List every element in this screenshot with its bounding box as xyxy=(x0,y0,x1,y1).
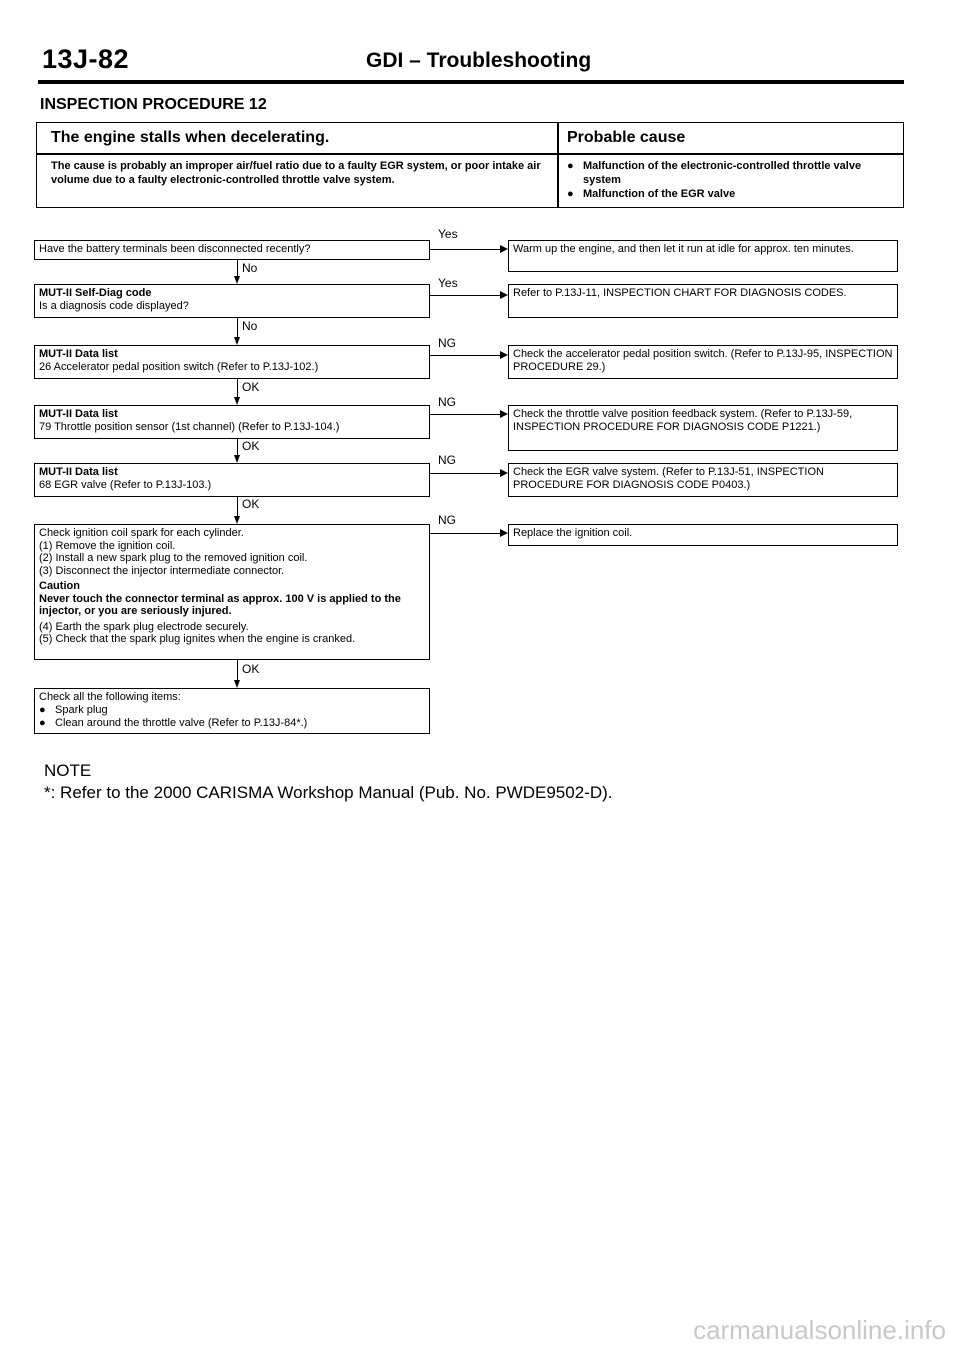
note-text: *: Refer to the 2000 CARISMA Workshop Manual (Pub. No. PWDE9502-D). xyxy=(44,783,613,802)
ok-label: OK xyxy=(242,662,260,676)
connector-step4-ok xyxy=(237,439,238,455)
cause-item: ● Malfunction of the EGR valve xyxy=(567,188,736,200)
page-header-title: GDI – Troubleshooting xyxy=(366,49,592,72)
ng-label: NG xyxy=(438,453,456,467)
arrow-down-icon xyxy=(234,397,240,405)
step1-yes-box: Warm up the engine, and then let it run at idle for approx. ten minutes. xyxy=(508,240,898,272)
bullet-icon: ● xyxy=(567,188,574,200)
step6-box: Check ignition coil spark for each cylinder. (1) Remove the ignition coil. (2) Install a new spark plug to the removed ignition coil. (3) Disconnect the injector intermediate connector. Caution Never touch the connector terminal as approx. 100 V is applied to the injector, or you are seriously injured. (4) Earth the spark plug electrode securely. (5) Check that the spark plug ignites when the engine is cranked. xyxy=(34,524,430,660)
summary-divider-horizontal xyxy=(37,153,903,155)
symptom-description: The cause is probably an improper air/fuel ratio due to a faulty EGR system, or poor intake air volume due to a faulty electronic-controlled throttle valve system. xyxy=(51,160,541,186)
connector-step2-yes xyxy=(430,295,500,296)
step2-box: MUT-II Self-Diag code Is a diagnosis code displayed? xyxy=(34,284,430,318)
step5-ng-box: Check the EGR valve system. (Refer to P.13J-51, INSPECTION PROCEDURE FOR DIAGNOSIS CODE P0403.) xyxy=(508,463,898,497)
header-rule xyxy=(38,80,904,84)
symptom-heading: The engine stalls when decelerating. xyxy=(51,129,330,146)
arrow-down-icon xyxy=(234,516,240,524)
arrow-right-icon xyxy=(500,469,508,477)
connector-step6-ng xyxy=(430,533,500,534)
note-title: NOTE xyxy=(44,761,92,780)
connector-step3-ng xyxy=(430,355,500,356)
cause-heading: Probable cause xyxy=(567,129,686,146)
ok-label: OK xyxy=(242,439,260,453)
step7-item: ● Clean around the throttle valve (Refer to P.13J-84*.) xyxy=(39,717,308,729)
step3-box: MUT-II Data list 26 Accelerator pedal position switch (Refer to P.13J-102.) xyxy=(34,345,430,379)
ok-label: OK xyxy=(242,497,260,511)
step6-ng-box: Replace the ignition coil. xyxy=(508,524,898,546)
arrow-down-icon xyxy=(234,680,240,688)
connector-step3-ok xyxy=(237,379,238,397)
connector-step4-ng xyxy=(430,414,500,415)
step7-box: Check all the following items: ● Spark plug ● Clean around the throttle valve (Refer to P.13J-84*.) xyxy=(34,688,430,734)
arrow-right-icon xyxy=(500,291,508,299)
step3-ng-box: Check the accelerator pedal position switch. (Refer to P.13J-95, INSPECTION PROCEDURE 29.) xyxy=(508,345,898,379)
page-number: 13J-82 xyxy=(42,44,130,74)
cause-list xyxy=(567,159,897,201)
ng-label: NG xyxy=(438,336,456,350)
step4-ng-box: Check the throttle valve position feedback system. (Refer to P.13J-59, INSPECTION PROCEDURE FOR DIAGNOSIS CODE P1221.) xyxy=(508,405,898,451)
connector-step6-ok xyxy=(237,660,238,680)
bullet-icon: ● xyxy=(39,717,46,729)
ng-label: NG xyxy=(438,395,456,409)
step1-box: Have the battery terminals been disconnected recently? xyxy=(34,240,430,260)
connector-step5-ok xyxy=(237,497,238,516)
connector-step2-no xyxy=(237,318,238,337)
procedure-title: INSPECTION PROCEDURE 12 xyxy=(40,96,267,113)
no-label: No xyxy=(242,261,258,275)
arrow-right-icon xyxy=(500,245,508,253)
arrow-down-icon xyxy=(234,276,240,284)
yes-label: Yes xyxy=(438,276,458,290)
arrow-right-icon xyxy=(500,410,508,418)
step4-box: MUT-II Data list 79 Throttle position sensor (1st channel) (Refer to P.13J-104.) xyxy=(34,405,430,439)
arrow-right-icon xyxy=(500,529,508,537)
summary-divider-vertical xyxy=(557,123,559,207)
step2-yes-box: Refer to P.13J-11, INSPECTION CHART FOR DIAGNOSIS CODES. xyxy=(508,284,898,318)
cause-item: ● Malfunction of the electronic-controlled throttle valve system xyxy=(567,160,862,186)
arrow-down-icon xyxy=(234,337,240,345)
step7-item: ● Spark plug xyxy=(39,704,108,716)
connector-step1-yes xyxy=(430,249,500,250)
connector-step1-no xyxy=(237,260,238,276)
ng-label: NG xyxy=(438,513,456,527)
no-label: No xyxy=(242,319,258,333)
watermark: carmanualsonline.info xyxy=(693,1315,946,1345)
connector-step5-ng xyxy=(430,473,500,474)
ok-label: OK xyxy=(242,380,260,394)
arrow-down-icon xyxy=(234,455,240,463)
bullet-icon: ● xyxy=(567,160,574,172)
arrow-right-icon xyxy=(500,351,508,359)
yes-label: Yes xyxy=(438,227,458,241)
summary-table xyxy=(36,122,904,208)
bullet-icon: ● xyxy=(39,704,46,716)
step5-box: MUT-II Data list 68 EGR valve (Refer to P.13J-103.) xyxy=(34,463,430,497)
